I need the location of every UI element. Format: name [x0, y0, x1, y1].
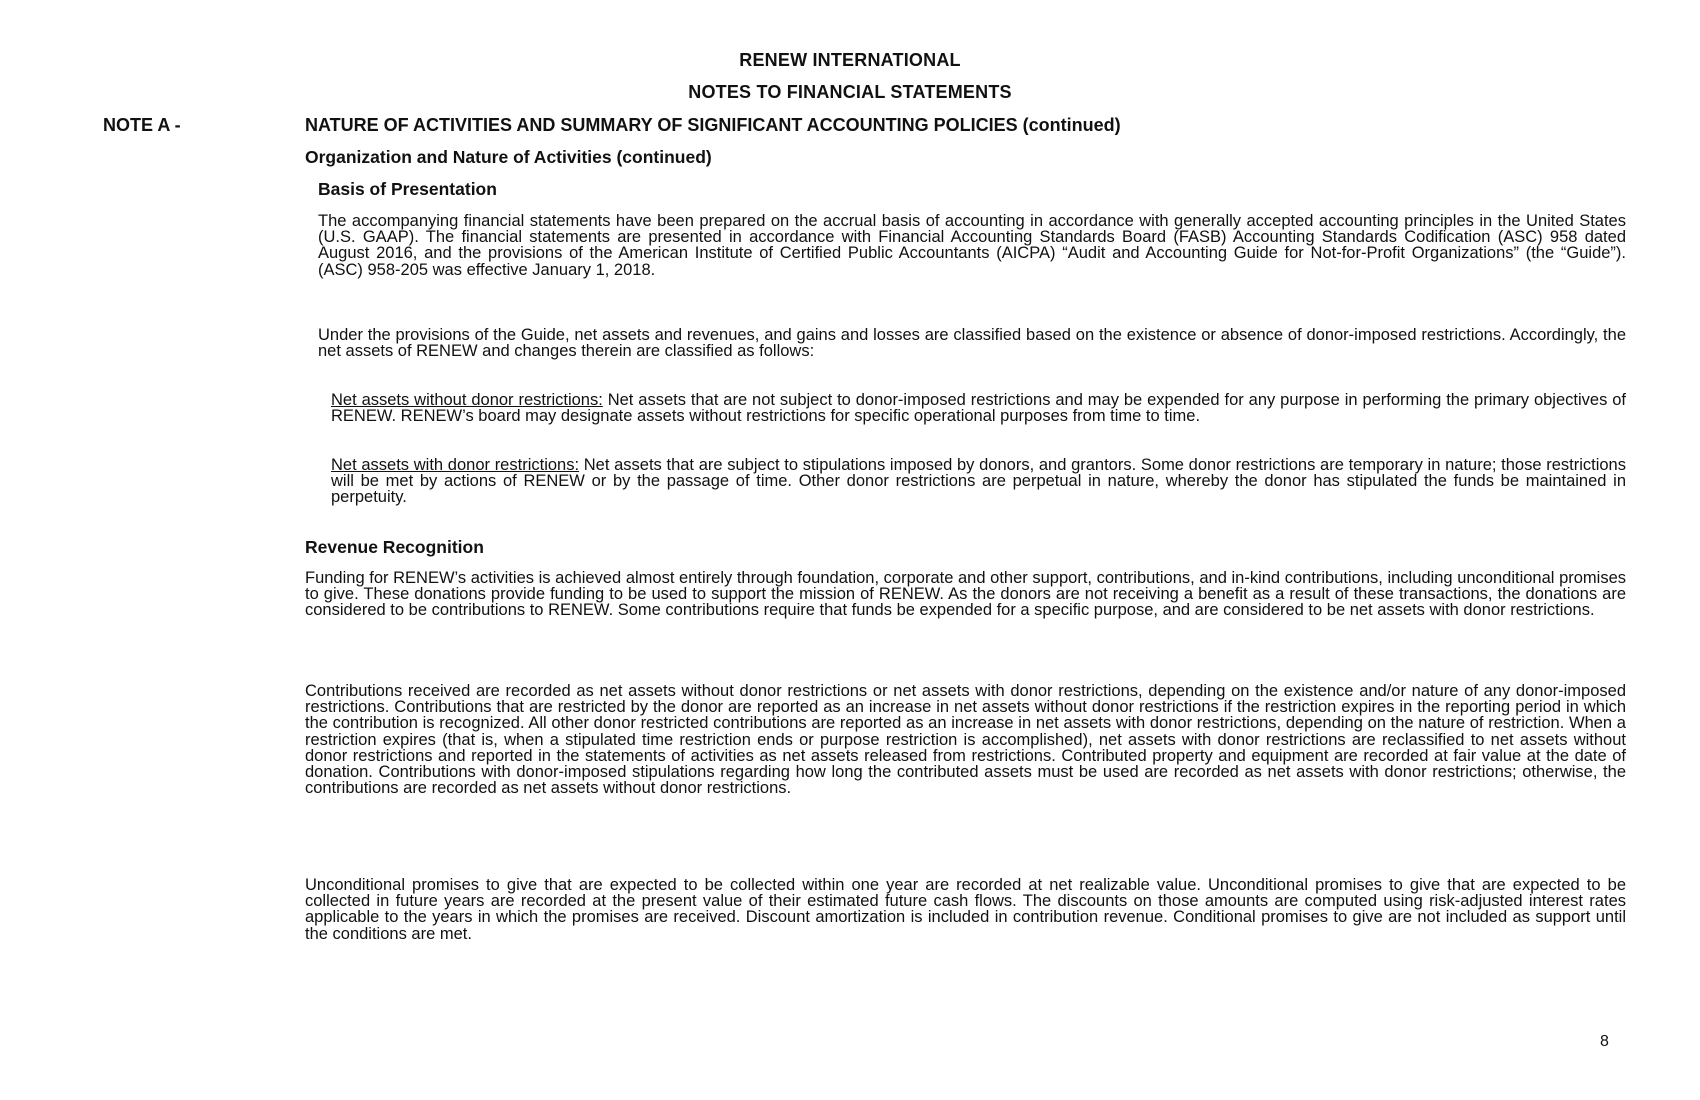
document-title: NOTES TO FINANCIAL STATEMENTS	[688, 82, 1012, 102]
net-assets-with-restrictions-item	[331, 457, 1626, 506]
note-label: NOTE A -	[103, 115, 181, 135]
page-number: 8	[1600, 1033, 1609, 1050]
basis-paragraph-1: The accompanying financial statements have been prepared on the accrual basis of accounting in accordance with generally accepted accounting principles in the United States (U.S. GAAP). The financial statements are presented in accordance with Financial Accounting Standards Board (FASB) Accounting Standards Codification (ASC) 958 dated August 2016, and the provisions of the American Institute of Certified Public Accountants (AICPA) “Audit and Accounting Guide for Not-for-Profit Organizations” (the “Guide”). (ASC) 958-205 was effective January 1, 2018.	[318, 212, 1626, 279]
net-assets-without-restrictions-term: Net assets without donor restrictions:	[331, 391, 603, 409]
basis-paragraph-2: Under the provisions of the Guide, net assets and revenues, and gains and losses are classified based on the existence or absence of donor-imposed restrictions. Accordingly, the net assets of RENEW and changes therein are classified as follows:	[318, 326, 1626, 361]
revenue-recognition-heading: Revenue Recognition	[305, 537, 484, 557]
net-assets-without-restrictions-item	[331, 392, 1626, 424]
net-assets-without-restrictions-text: Net assets that are not subject to donor-imposed restrictions and may be expended for any purpose in performing the primary objectives of RENEW. RENEW’s board may designate assets without restrictions for specific operational purposes from time to time.	[331, 391, 1626, 426]
organization-name: RENEW INTERNATIONAL	[739, 50, 961, 70]
basis-heading: Basis of Presentation	[318, 179, 497, 199]
revenue-paragraph-1: Funding for RENEW’s activities is achieved almost entirely through foundation, corporate and other support, contributions, and in-kind contributions, including unconditional promises to give. These donations provide funding to be used to support the mission of RENEW. As the donors are not receiving a benefit as a result of these transactions, the donations are considered to be contributions to RENEW. Some contributions require that funds be expended for a specific purpose, and are considered to be net assets with donor restrictions.	[305, 569, 1626, 620]
net-assets-with-restrictions-text: Net assets that are subject to stipulations imposed by donors, and grantors. Some donor restrictions are temporary in nature; those restrictions will be met by actions of RENEW or by the passage of time. Other donor restrictions are perpetual in nature, whereby the donor has stipulated the funds be maintained in perpetuity.	[331, 456, 1626, 507]
organization-heading: Organization and Nature of Activities (continued)	[305, 147, 712, 167]
revenue-paragraph-2: Contributions received are recorded as net assets without donor restrictions or net assets with donor restrictions, depending on the existence and/or nature of any donor-imposed restrictions. Contributions that are restricted by the donor are reported as an increase in net assets without donor restrictions if the restriction expires in the reporting period in which the contribution is recognized. All other donor restricted contributions are reported as an increase in net assets with donor restrictions, depending on the nature of restriction. When a restriction expires (that is, when a stipulated time restriction ends or purpose restriction is accomplished), net assets with donor restrictions are reclassified to net assets without donor restrictions and reported in the statements of activities as net assets released from restrictions. Contributed property and equipment are recorded at fair value at the date of donation. Contributions with donor-imposed stipulations regarding how long the contributed assets must be used are recorded as net assets with donor restrictions; otherwise, the contributions are recorded as net assets without donor restrictions.	[305, 682, 1626, 798]
note-title: NATURE OF ACTIVITIES AND SUMMARY OF SIGNIFICANT ACCOUNTING POLICIES (continued)	[305, 115, 1121, 135]
net-assets-with-restrictions-term: Net assets with donor restrictions:	[331, 456, 580, 474]
revenue-paragraph-3: Unconditional promises to give that are expected to be collected within one year are recorded at net realizable value. Unconditional promises to give that are expected to be collected in future years are recorded at the present value of their estimated future cash flows. The discounts on those amounts are computed using risk-adjusted interest rates applicable to the years in which the promises are received. Discount amortization is included in contribution revenue. Conditional promises to give are not included as support until the conditions are met.	[305, 876, 1626, 943]
